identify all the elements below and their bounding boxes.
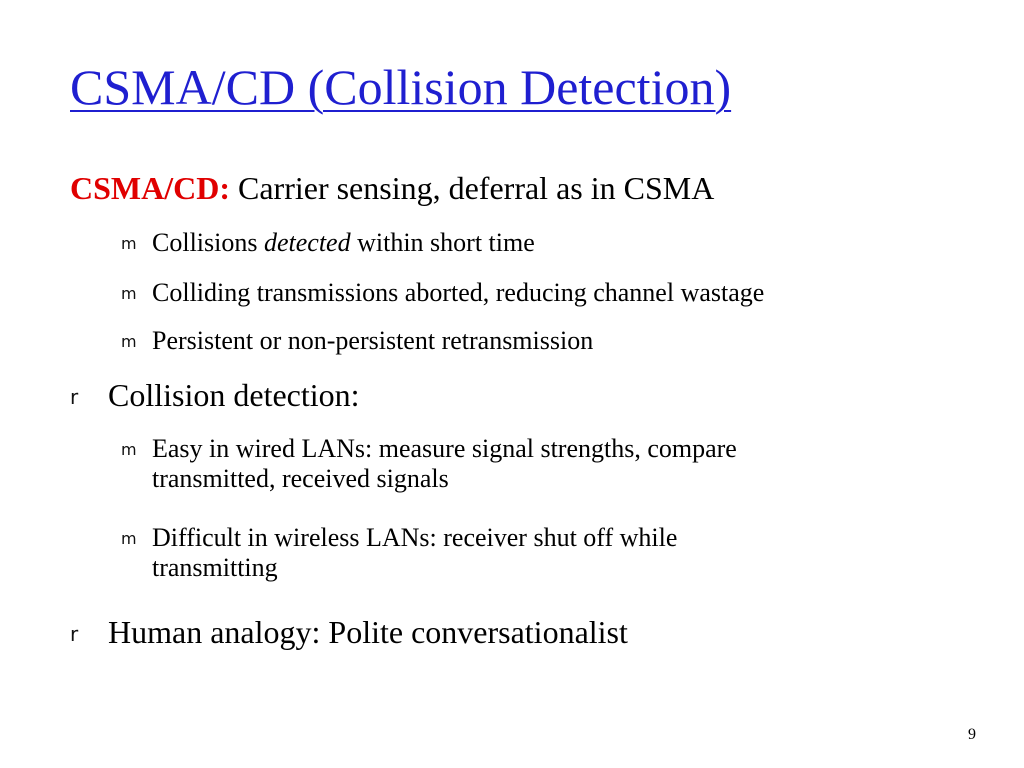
lead-line <box>70 170 714 207</box>
sub-bullet-icon: m <box>121 234 137 253</box>
main-bullet-human-analogy <box>70 614 628 651</box>
sub4-line1: Easy in wired LANs: measure signal strengths, compare <box>152 434 737 463</box>
sub-bullet-icon: m <box>121 284 137 303</box>
sub-bullet-icon: m <box>121 529 137 548</box>
sub2-text: Colliding transmissions aborted, reducing channel wastage <box>152 278 765 307</box>
main-bullet-icon: r <box>70 622 79 646</box>
sub-bullet-wired-lans <box>121 434 737 494</box>
sub1-before: Collisions <box>152 228 264 257</box>
sub-bullet-collisions-detected <box>121 228 535 258</box>
sub-bullet-wireless-lans <box>121 523 678 583</box>
sub4-line2: transmitted, received signals <box>152 463 449 493</box>
lead-text: Carrier sensing, deferral as in CSMA <box>229 170 715 206</box>
sub-bullet-icon: m <box>121 332 137 351</box>
sub1-emphasis: detected <box>263 228 351 257</box>
sub5-line2: transmitting <box>152 552 278 582</box>
slide-title: CSMA/CD (Collision Detection) <box>70 59 732 115</box>
sub-bullet-aborted <box>121 278 765 308</box>
sub1-after: within short time <box>350 228 535 257</box>
main-bullet-icon: r <box>70 385 79 409</box>
main2-text: Human analogy: Polite conversationalist <box>108 614 628 650</box>
sub-bullet-icon: m <box>121 440 137 459</box>
sub-bullet-persistent <box>121 326 594 356</box>
main-bullet-collision-detection <box>70 377 360 414</box>
lead-highlight: CSMA/CD: <box>70 170 230 206</box>
sub3-text: Persistent or non-persistent retransmission <box>152 326 594 355</box>
page-number: 9 <box>968 726 976 743</box>
main1-text: Collision detection: <box>108 377 360 413</box>
sub5-line1: Difficult in wireless LANs: receiver shut off while <box>152 523 678 552</box>
